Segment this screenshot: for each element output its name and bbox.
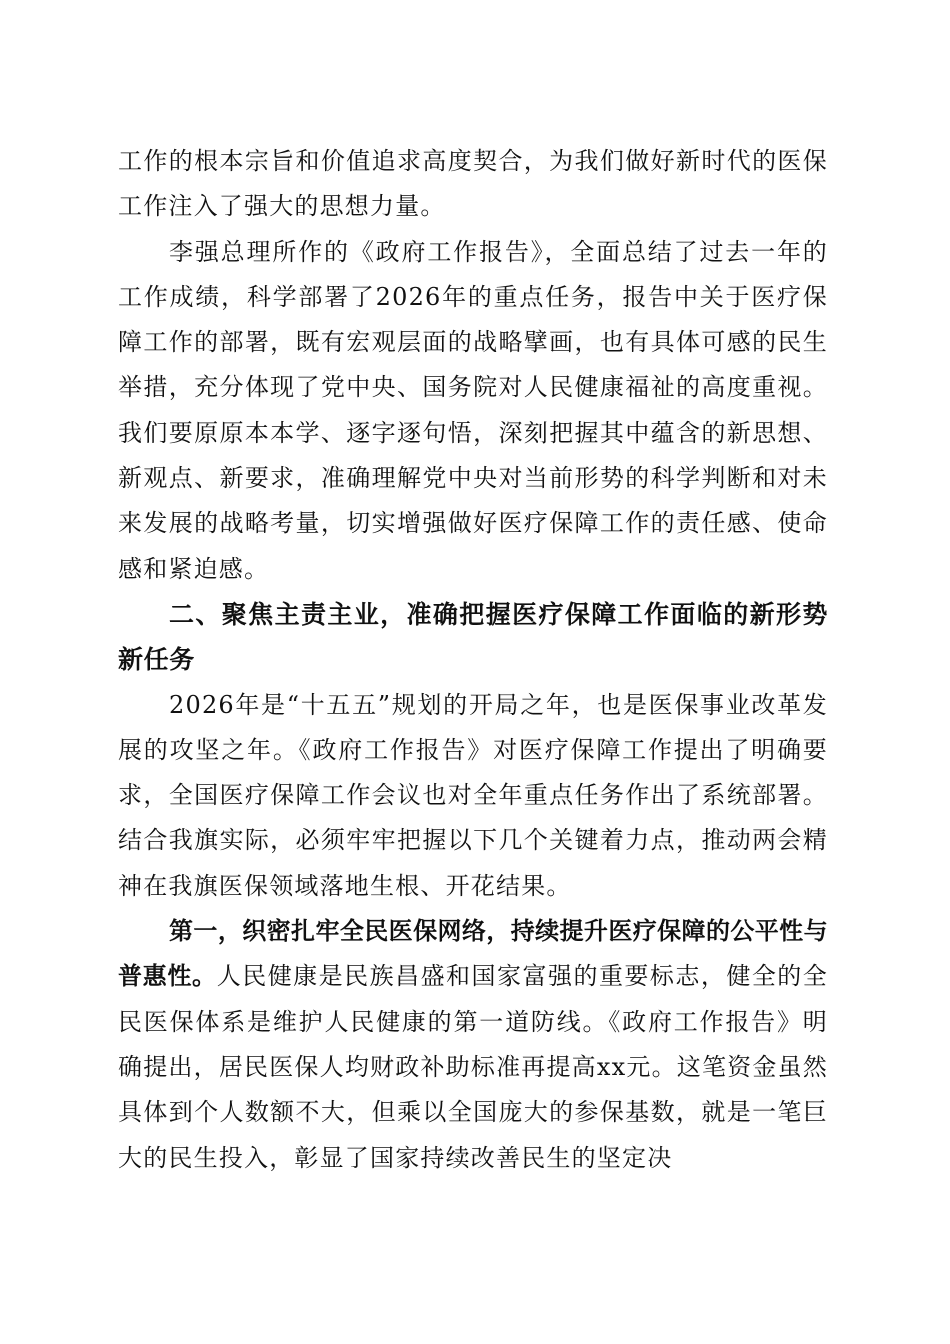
section-heading-two: 二、聚焦主责主业，准确把握医疗保障工作面临的新形势新任务 — [118, 599, 828, 675]
first-point-text: 人民健康是民族昌盛和国家富强的重要标志，健全的全民医保体系是维护人民健康的第一道防线。《政府工作报告》明确提出，居民医保人均财政补助标准再提高xx元。这笔资金虽然具体到个人数额不大，但乘以全国庞大的参保基数，就是一笔巨大的民生投入，彰显了国家持续改善民生的坚定决 — [118, 962, 828, 1172]
first-point-lead: 第一，织密扎牢全民医保网络，持续提升医疗保障的公平性与普惠性。 — [118, 917, 828, 991]
paragraph-continuation: 工作的根本宗旨和价值追求高度契合，为我们做好新时代的医保工作注入了强大的思想力量。 — [118, 147, 828, 221]
paragraph-government-report: 李强总理所作的《政府工作报告》，全面总结了过去一年的工作成绩，科学部署了2026年的重点任务，报告中关于医疗保障工作的部署，既有宏观层面的战略擘画，也有具体可感的民生举措，充分体现了党中央、国务院对人民健康福祉的高度重视。我们要原原本本学、逐字逐句悟，深刻把握其中蕴含的新思想、新观点、新要求，准确理解党中央对当前形势的科学判断和对未来发展的战略考量，切实增强做好医疗保障工作的责任感、使命感和紧迫感。 — [118, 237, 828, 583]
document-body — [118, 139, 828, 1181]
paragraph-first-point — [118, 909, 828, 1181]
paragraph-new-situation: 2026年是“十五五”规划的开局之年，也是医保事业改革发展的攻坚之年。《政府工作报告》对医疗保障工作提出了明确要求，全国医疗保障工作会议也对全年重点任务作出了系统部署。结合我旗实际，必须牢牢把握以下几个关键着力点，推动两会精神在我旗医保领域落地生根、开花结果。 — [118, 690, 828, 900]
